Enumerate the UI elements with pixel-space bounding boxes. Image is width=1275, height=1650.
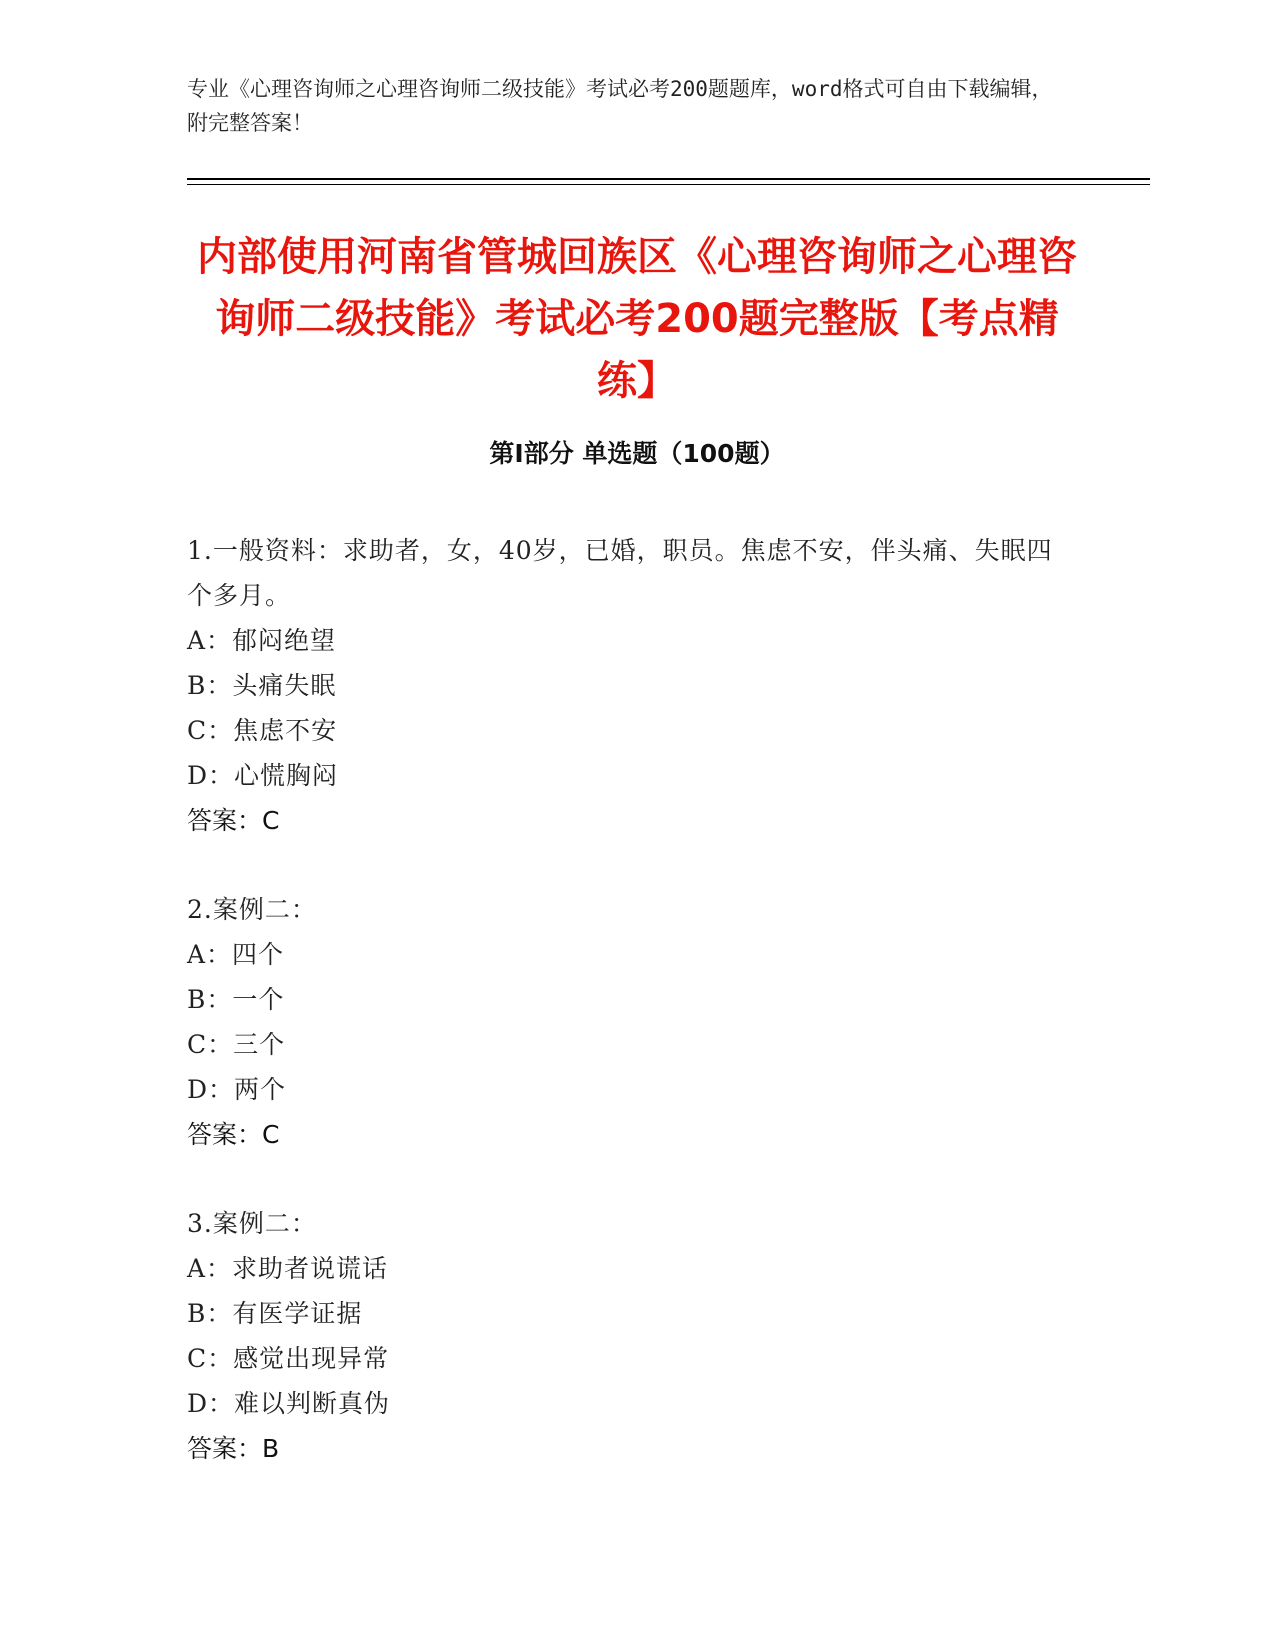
- option-d: D：心慌胸闷: [187, 761, 339, 790]
- question-3: [187, 1201, 1067, 1471]
- option-c: C：三个: [187, 1030, 286, 1059]
- option-d: D：难以判断真伪: [187, 1389, 391, 1418]
- option-a: A：四个: [187, 940, 285, 969]
- question-stem: 3.案例二：: [187, 1209, 317, 1238]
- option-d: D：两个: [187, 1075, 287, 1104]
- option-b: B：一个: [187, 985, 285, 1014]
- option-c: C：焦虑不安: [187, 716, 338, 745]
- answer-line: 答案：C: [187, 806, 280, 835]
- question-2: [187, 887, 1067, 1157]
- question-stem: 1.一般资料：求助者，女，40岁，已婚，职员。焦虑不安，伴头痛、失眠四个多月。: [187, 536, 1053, 610]
- answer-line: 答案：B: [187, 1434, 280, 1463]
- option-a: A：求助者说谎话: [187, 1254, 389, 1283]
- question-1: [187, 528, 1067, 843]
- header-note: 专业《心理咨询师之心理咨询师二级技能》考试必考200题题库，word格式可自由下载编辑，附完整答案！: [187, 77, 1053, 135]
- document-title: 内部使用河南省管城回族区《心理咨询师之心理咨询师二级技能》考试必考200题完整版【考点精练】: [197, 234, 1077, 404]
- answer-line: 答案：C: [187, 1120, 280, 1149]
- header-rule-thick: [187, 178, 1150, 180]
- option-b: B：有医学证据: [187, 1299, 363, 1328]
- option-c: C：感觉出现异常: [187, 1344, 390, 1373]
- section-title: 第I部分 单选题（100题）: [489, 439, 785, 468]
- question-list: [187, 528, 1067, 1515]
- option-b: B：头痛失眠: [187, 671, 337, 700]
- header-rule-thin: [187, 184, 1150, 185]
- option-a: A：郁闷绝望: [187, 626, 337, 655]
- question-stem: 2.案例二：: [187, 895, 317, 924]
